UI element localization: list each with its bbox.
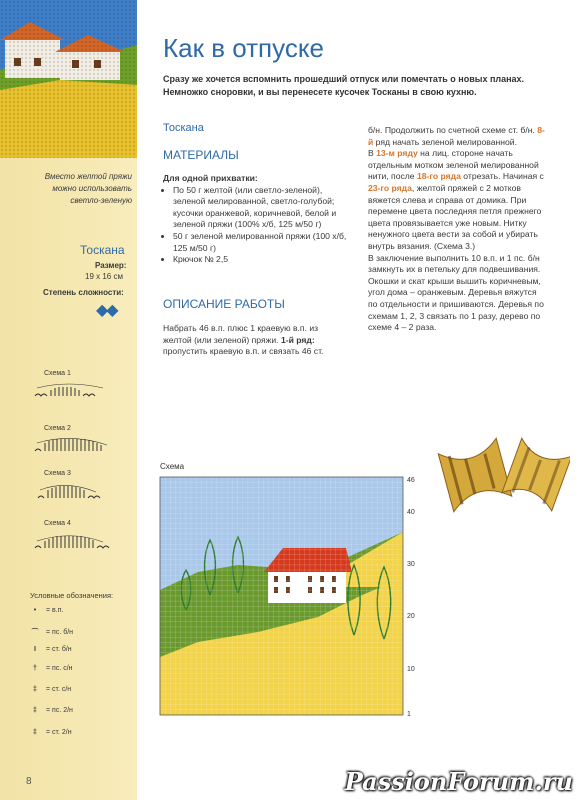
material-item: • Крючок № 2,5 bbox=[173, 254, 353, 266]
legend-row bbox=[24, 665, 134, 672]
right-column bbox=[368, 125, 548, 334]
right-p2-bold2: 18-го ряда bbox=[416, 171, 461, 182]
scheme-3-diagram bbox=[36, 482, 106, 502]
page-number: 8 bbox=[26, 776, 32, 787]
legend-symbol: † bbox=[33, 665, 37, 672]
work-text bbox=[163, 323, 343, 358]
scheme-1-diagram bbox=[33, 382, 113, 400]
legend-text: = пс. б/н bbox=[46, 629, 74, 636]
scheme-1-label: Схема 1 bbox=[44, 370, 71, 377]
legend-row bbox=[24, 627, 134, 637]
sidebar bbox=[0, 0, 137, 800]
right-p1-bold: 8-й bbox=[368, 125, 545, 147]
watermark: PassionForum.ru bbox=[344, 767, 573, 796]
chart-row-label: 46 bbox=[407, 477, 415, 484]
right-p2-bold3: 23-го ряда bbox=[368, 182, 412, 193]
work-text-1: Набрать 46 в.п. плюс 1 краевую в.п. из желтой (или зеленой) пряжи. bbox=[163, 323, 319, 345]
chart-row-label: 40 bbox=[407, 509, 415, 516]
right-p2-mid: на лиц. стороне начать отдельным мотком зеленой мелированной нити, после bbox=[368, 148, 539, 182]
legend-text: = ст. с/н bbox=[46, 686, 72, 693]
right-p2-bold1: 13-м ряду bbox=[376, 148, 418, 159]
legend-row bbox=[24, 646, 134, 653]
legend-row bbox=[24, 607, 134, 614]
scheme-4-label: Схема 4 bbox=[44, 520, 71, 527]
legend-symbol: ⌒ bbox=[31, 629, 39, 636]
legend-symbol: ‡ bbox=[33, 729, 37, 736]
intro-text: Сразу же хочется вспомнить прошедший отпуск или помечтать о новых планах. Немножко сноровки, и вы перенесете кусочек Тосканы в свою кухню. bbox=[163, 74, 525, 97]
legend-text: = ст. 2/н bbox=[46, 729, 72, 736]
scheme-2-diagram bbox=[33, 435, 113, 455]
legend-text: = ст. б/н bbox=[46, 646, 72, 653]
size-value: 19 х 16 см bbox=[85, 272, 123, 281]
scheme-2-label: Схема 2 bbox=[44, 425, 71, 432]
chart-row-label: 1 bbox=[407, 711, 411, 718]
page-title: Как в отпуске bbox=[163, 33, 324, 63]
legend-row bbox=[24, 686, 134, 693]
legend-row bbox=[24, 729, 134, 736]
materials-intro: Для одной прихватки: bbox=[163, 173, 258, 183]
legend-row bbox=[24, 707, 134, 714]
caption-line: можно использовать bbox=[52, 184, 132, 193]
chart-label: Схема bbox=[160, 462, 185, 471]
pasta-bow-image bbox=[435, 415, 570, 525]
right-p2 bbox=[368, 148, 548, 252]
work-text-2: пропустить краевую в.п. и связать 46 ст. bbox=[163, 346, 324, 357]
legend-symbol: ‡ bbox=[33, 686, 37, 693]
legend-text: = в.п. bbox=[46, 607, 64, 614]
scheme-3-label: Схема 3 bbox=[44, 470, 71, 477]
materials-title: МАТЕРИАЛЫ bbox=[163, 148, 239, 162]
difficulty-label: Степень сложности: bbox=[43, 288, 124, 297]
work-bold-1: 1-й ряд: bbox=[280, 334, 315, 345]
chart-row-label: 10 bbox=[407, 666, 415, 673]
material-item: • По 50 г желтой (или светло-зеленой), зеленой мелированной, светло-голубой; кусочки оранжевой, коричневой, белой и зеленой пряжи (100% х/б, 125 м/50 г) bbox=[173, 185, 353, 231]
right-p1 bbox=[368, 125, 548, 148]
difficulty-diamonds-icon: ◆◆ bbox=[96, 302, 117, 319]
project-name: Тоскана bbox=[80, 243, 125, 257]
right-p1-text: б/н. Продолжить по счетной схеме ст. б/н. bbox=[368, 125, 535, 135]
caption-line: Вместо желтой пряжи bbox=[44, 172, 132, 181]
chart-row-label: 30 bbox=[407, 561, 415, 568]
legend-symbol: • bbox=[33, 607, 37, 614]
right-p3: В заключение выполнить 10 в.п. и 1 пс. б/н замкнуть их в петельку для подвешивания. Окошки и скат крыши вышить коричневым, угол дома – оранжевым. Деревья вяжутся по отдельности и пришиваются. Деревья по схемам 1, 2, 3 связать по 1 разу, дерево по схеме 4 – 2 раза. bbox=[368, 252, 544, 333]
legend-text: = пс. 2/н bbox=[46, 707, 73, 714]
work-title: ОПИСАНИЕ РАБОТЫ bbox=[163, 297, 285, 311]
right-p2-mid2: отрезать. Начиная с bbox=[460, 171, 544, 182]
left-heading: Тоскана bbox=[163, 122, 204, 134]
chart-row-label: 20 bbox=[407, 613, 415, 620]
legend-title: Условные обозначения: bbox=[30, 591, 114, 600]
right-p1-rest: ряд начать зеленой мелированной. bbox=[373, 136, 517, 147]
materials-list bbox=[163, 185, 353, 266]
legend-symbol: ‡ bbox=[33, 707, 37, 714]
scheme-4-diagram bbox=[33, 532, 113, 552]
right-p2-rest: , желтой пряжей с 2 мотков вяжется слева и справа от домика. При перемене цвета последняя петля прежнего цвета провязывается уже новым. Нитку ненужного цвета вести за собой и убирать внутрь вязания. (Схема 3.) bbox=[368, 182, 542, 251]
size-label: Размер: bbox=[95, 261, 127, 270]
right-p2-pre: В bbox=[368, 148, 377, 159]
legend-text: = пс. с/н bbox=[46, 665, 73, 672]
knitting-chart bbox=[158, 475, 423, 725]
materials-block bbox=[163, 173, 353, 266]
photo-caption bbox=[14, 171, 132, 207]
legend-symbol: I bbox=[34, 646, 36, 653]
toscana-photo bbox=[0, 0, 137, 158]
material-item: • 50 г зеленой мелированной пряжи (100 х/б, 125 м/50 г) bbox=[173, 231, 353, 254]
caption-line: светло-зеленую bbox=[70, 196, 132, 205]
